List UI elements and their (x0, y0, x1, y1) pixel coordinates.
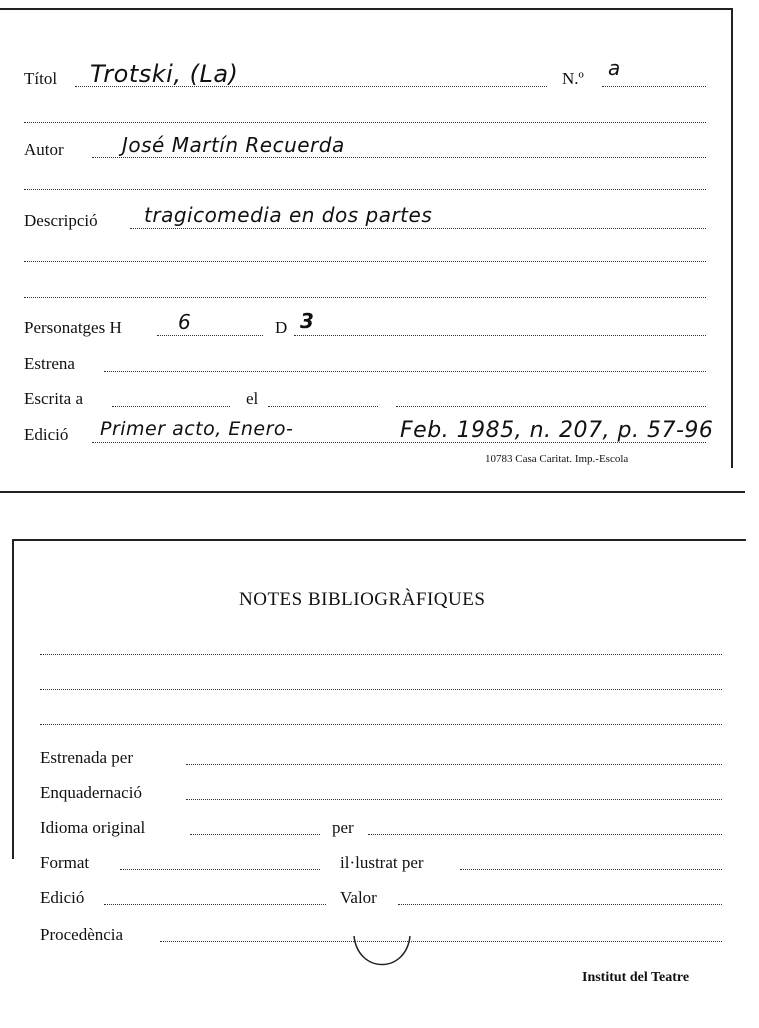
escrita-line (112, 406, 230, 407)
descripcio-label: Descripció (24, 211, 98, 230)
per-line (368, 834, 722, 835)
d-value: 3 (300, 309, 315, 333)
numero-line (602, 86, 706, 87)
right-border (731, 8, 733, 468)
blank-line-1 (24, 122, 706, 123)
autor-value: José Martín Recuerda (122, 133, 345, 157)
autor-label: Autor (24, 140, 64, 159)
edicio-back-label: Edició (40, 888, 85, 907)
valor-line (398, 904, 722, 905)
institut-stamp: Institut del Teatre (582, 970, 690, 985)
numero-label: N.º (562, 69, 584, 88)
blank-line-4 (24, 297, 706, 298)
format-line (120, 869, 320, 870)
front-card (0, 0, 759, 500)
notes-line-2 (40, 689, 722, 690)
escrita-label: Escrita a (24, 389, 83, 408)
enquadernacio-line (186, 799, 722, 800)
blank-line-3 (24, 261, 706, 262)
d-line (294, 335, 706, 336)
punch-hole-icon (350, 930, 414, 980)
notes-line-1 (40, 654, 722, 655)
printer-note: 10783 Casa Caritat. Imp.-Escola (485, 453, 629, 465)
idioma-line (190, 834, 320, 835)
el-label: el (246, 389, 259, 408)
edicio-value-continued: Feb. 1985, n. 207, p. 57-96 (400, 418, 714, 443)
format-label: Format (40, 853, 90, 872)
titol-value: Trotski, (La) (90, 60, 239, 88)
enquadernacio-label: Enquadernació (40, 783, 142, 802)
valor-label: Valor (340, 888, 377, 907)
estrenada-line (186, 764, 722, 765)
notes-title: NOTES BIBLIOGRÀFIQUES (239, 589, 486, 610)
d-label: D (275, 318, 288, 337)
estrenada-label: Estrenada per (40, 748, 133, 767)
top-border (12, 539, 746, 541)
notes-line-3 (40, 724, 722, 725)
h-line (157, 335, 263, 336)
numero-value: a (608, 56, 621, 80)
descripcio-value: tragicomedia en dos partes (144, 203, 433, 227)
titol-label: Títol (24, 69, 58, 88)
procedencia-line (160, 941, 722, 942)
top-border (0, 8, 733, 10)
per-label: per (332, 818, 354, 837)
bottom-border (0, 491, 745, 493)
autor-line (92, 157, 706, 158)
procedencia-label: Procedència (40, 925, 124, 944)
el-line-2 (396, 406, 706, 407)
edicio-back-line (104, 904, 326, 905)
estrena-label: Estrena (24, 354, 75, 373)
personatges-label: Personatges H (24, 318, 122, 337)
illustrat-line (460, 869, 722, 870)
back-card (0, 500, 759, 1028)
edicio-value: Primer acto, Enero- (100, 418, 294, 440)
el-line (268, 406, 378, 407)
idioma-label: Idioma original (40, 818, 146, 837)
h-value: 6 (178, 310, 192, 334)
left-border (12, 539, 14, 859)
blank-line-2 (24, 189, 706, 190)
estrena-line (104, 371, 706, 372)
descripcio-line (130, 228, 706, 229)
illustrat-label: il·lustrat per (340, 853, 424, 872)
edicio-label: Edició (24, 425, 69, 444)
